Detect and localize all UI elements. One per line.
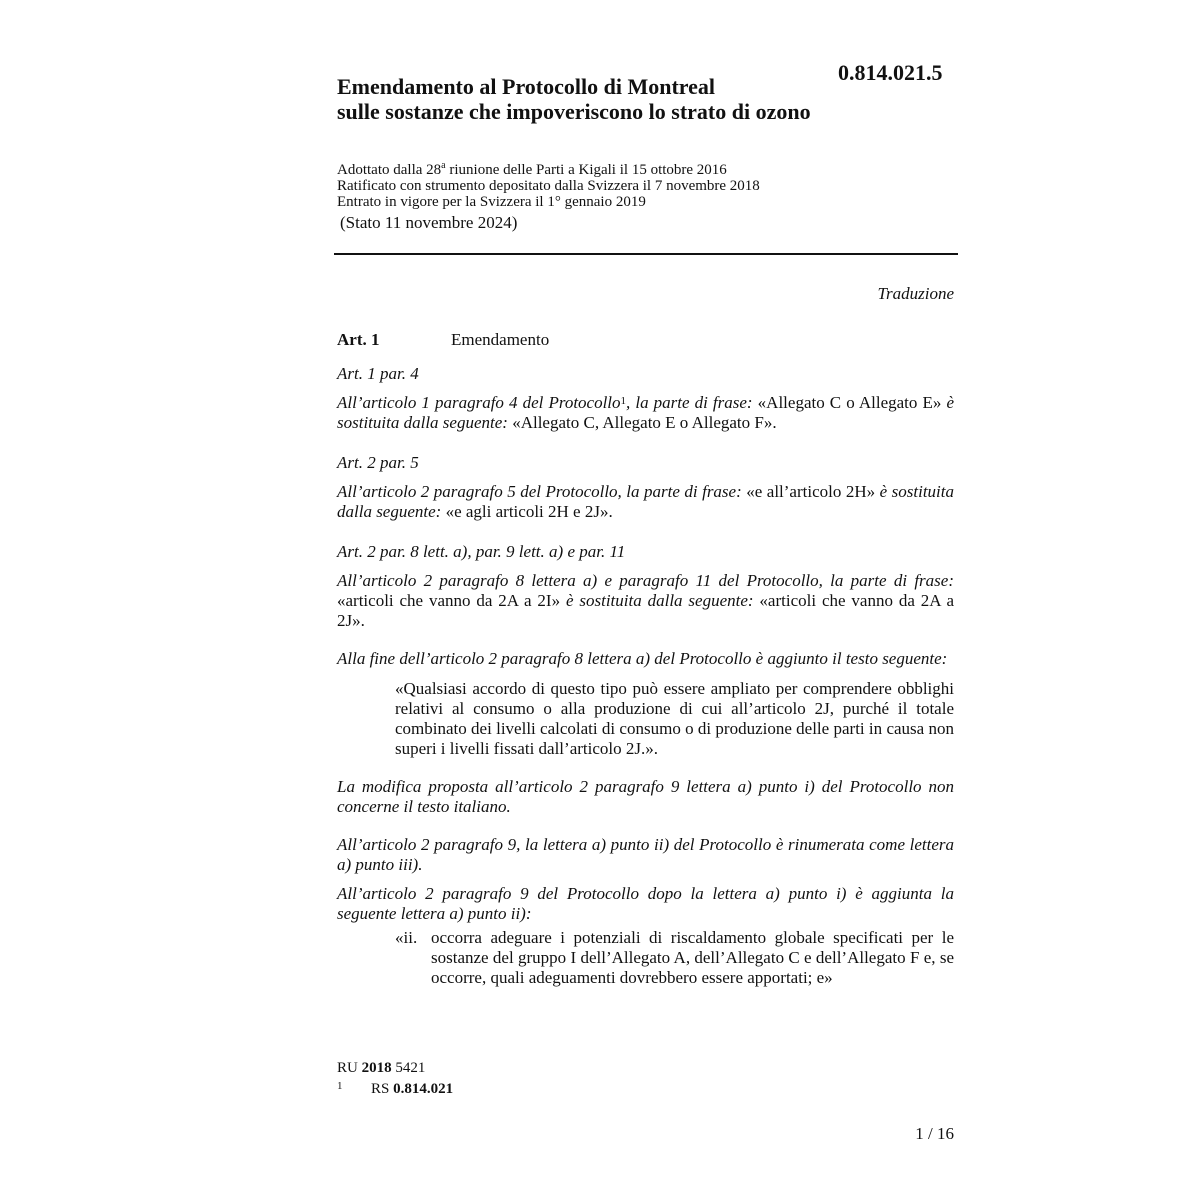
section-1-heading: Art. 1 par. 4 [337,364,419,383]
ratified-line: Ratificato con strumento depositato dalla Svizzera il 7 novembre 2018 [337,178,760,194]
section-5-text: La modifica proposta all’articolo 2 paragrafo 9 lettera a) punto i) del Protocollo non concerne il testo italiano. [337,777,954,816]
list-item-text: occorra adeguare i potenziali di riscaldamento globale specificati per le sostanze del gruppo I dell’Allegato A, dell’Allegato C e dell’Allegato F e, se occorre, quali adeguamenti dovrebbero essere apportati; e» [431,928,954,987]
article-title: Emendamento [451,330,550,349]
document-title [337,74,811,124]
section-4-quote: «Qualsiasi accordo di questo tipo può essere ampliato per comprendere obblighi relativi al consumo o alla produzione di cui all’articolo 2J, purché il totale combinato dei livelli calcolati di consumo o di produzione delle parti in causa non superi i livelli fissati dall’articolo 2J.». [395,679,954,758]
footnotes [337,1058,453,1100]
list-marker: «ii. [395,928,418,947]
section-3-text: All’articolo 2 paragrafo 8 lettera a) e paragrafo 11 del Protocollo, la parte di frase: «articoli che vanno da 2A a 2I» è sostituita dalla seguente: «articoli che vanno da 2A a 2J». [337,571,954,630]
in-force-line: Entrato in vigore per la Svizzera il 1° gennaio 2019 [337,194,646,210]
footnote-text: RS 0.814.021 [371,1081,454,1097]
section-2-heading: Art. 2 par. 5 [337,453,419,472]
section-2-text: All’articolo 2 paragrafo 5 del Protocollo, la parte di frase: «e all’articolo 2H» è sostituita dalla seguente: «e agli articoli 2H e 2J». [337,482,954,521]
page-number: 1 / 16 [915,1124,954,1143]
section-3-heading: Art. 2 par. 8 lett. a), par. 9 lett. a) e par. 11 [337,542,626,561]
article-heading [337,330,954,354]
sr-number: 0.814.021.5 [838,60,943,85]
section-4-intro: Alla fine dell’articolo 2 paragrafo 8 lettera a) del Protocollo è aggiunto il testo seguente: [337,649,948,668]
section-7-intro: All’articolo 2 paragrafo 9 del Protocollo dopo la lettera a) punto i) è aggiunta la seguente lettera a) punto ii): [337,884,954,923]
footnote-marker: 1 [337,1080,343,1092]
ru-reference: RU 2018 5421 [337,1060,426,1076]
title-line-1: Emendamento al Protocollo di Montreal [337,74,716,99]
document-body [337,330,954,988]
translation-label: Traduzione [877,284,954,303]
article-number: Art. 1 [337,330,380,349]
adopted-line: Adottato dalla 28$^a$ riunione delle Parti a Kigali il 15 ottobre 2016 [337,160,727,178]
document-metadata [337,158,760,210]
footnote-1 [337,1079,453,1100]
status-date: (Stato 11 novembre 2024) [340,213,518,232]
inserted-list-item [395,928,954,988]
footnote-ref-1[interactable]: 1 [620,395,627,407]
header-divider [334,253,958,255]
title-line-2: sulle sostanze che impoveriscono lo strato di ozono [337,99,811,124]
section-6-text: All’articolo 2 paragrafo 9, la lettera a) punto ii) del Protocollo è rinumerata come lettera a) punto iii). [337,835,954,874]
section-1-text: All’articolo 1 paragrafo 4 del Protocollo$^1$, la parte di frase: «Allegato C o Allegato E» è sostituita dalla seguente: «Allegato C, Allegato E o Allegato F». [337,393,954,432]
